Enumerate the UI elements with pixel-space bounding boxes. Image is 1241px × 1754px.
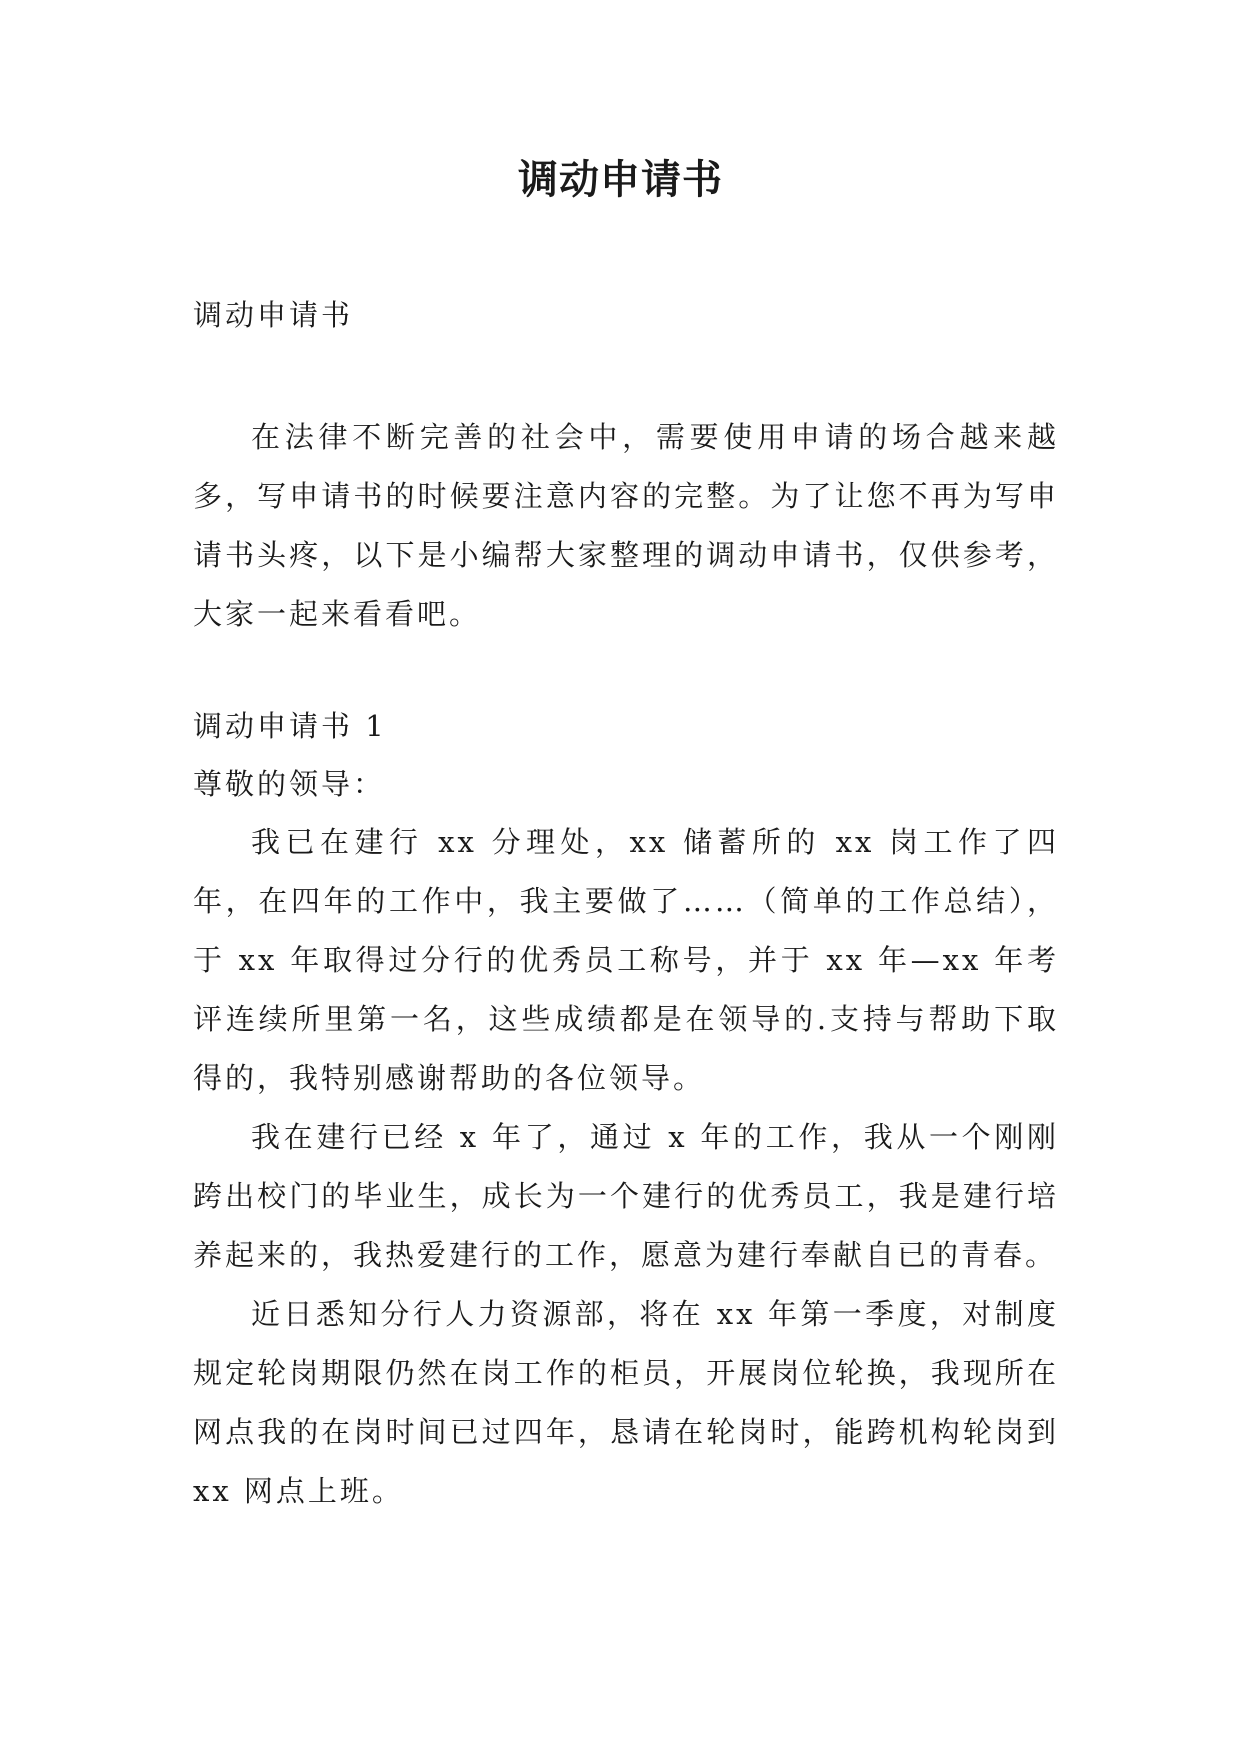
section-heading [193, 697, 1059, 756]
intro-paragraph: 在法律不断完善的社会中，需要使用申请的场合越来越多，写申请书的时候要注意内容的完整。为了让您不再为写申请书头疼，以下是小编帮大家整理的调动申请书，仅供参考，大家一起来看看吧。 [193, 420, 1059, 631]
salutation-text: 尊敬的领导： [193, 767, 386, 801]
section-heading-text: 调动申请书 1 [193, 709, 387, 743]
intro-block [193, 408, 1059, 644]
salutation [193, 755, 1059, 814]
document-subtitle [193, 286, 1059, 345]
subtitle-text: 调动申请书 [193, 298, 354, 332]
letter-paragraph: 我已在建行 xx 分理处，xx 储蓄所的 xx 岗工作了四年，在四年的工作中，我主要做了……（简单的工作总结），于 xx 年取得过分行的优秀员工称号，并于 xx 年—xx 年考评连续所里第一名，这些成绩都是在领导的.支持与帮助下取得的，我特别感谢帮助的各位领导。 [193, 825, 1059, 1095]
letter-body [193, 813, 1059, 1521]
document-title: 调动申请书 [518, 157, 723, 203]
letter-paragraph: 近日悉知分行人力资源部，将在 xx 年第一季度，对制度规定轮岗期限仍然在岗工作的柜员，开展岗位轮换，我现所在网点我的在岗时间已过四年，恳请在轮岗时，能跨机构轮岗到 xx 网点上班。 [193, 1297, 1059, 1508]
letter-paragraph: 我在建行已经 x 年了，通过 x 年的工作，我从一个刚刚跨出校门的毕业生，成长为一个建行的优秀员工，我是建行培养起来的，我热爱建行的工作，愿意为建行奉献自已的青春。 [193, 1120, 1059, 1272]
